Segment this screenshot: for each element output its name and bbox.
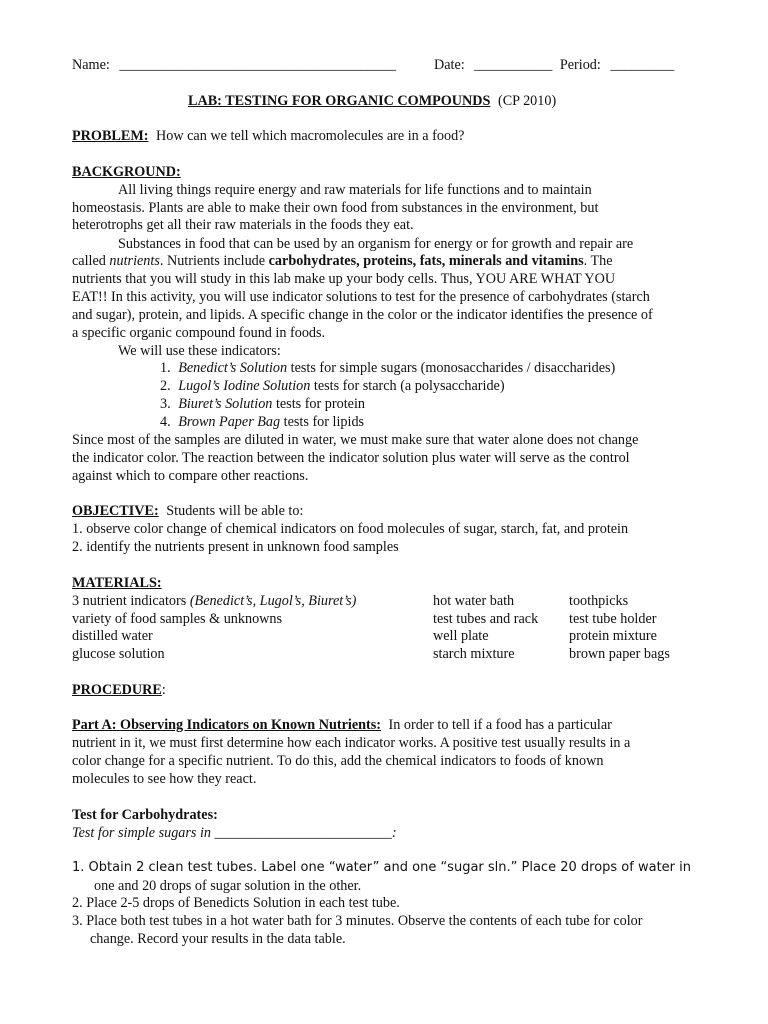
- item-number: 4.: [160, 414, 171, 430]
- objective-intro: Students will be able to:: [166, 503, 304, 519]
- part-a-line: [72, 716, 612, 734]
- title-suffix: (CP 2010): [497, 93, 557, 109]
- objective-item: 2. identify the nutrients present in unknown food samples: [72, 539, 399, 555]
- name-blank[interactable]: _______________________________________: [119, 57, 397, 73]
- material-item: toothpicks: [569, 593, 629, 609]
- date-blank[interactable]: ___________: [474, 57, 553, 73]
- part-a-text: In order to tell if a food has a particular: [388, 717, 612, 733]
- indicators-intro: We will use these indicators:: [118, 343, 281, 359]
- procedure-heading: [72, 681, 166, 699]
- text-fragment: called: [72, 253, 106, 269]
- nutrients-term: nutrients: [109, 253, 160, 269]
- material-item: variety of food samples & unknowns: [72, 611, 283, 627]
- carbs-heading: Test for Carbohydrates:: [72, 807, 218, 823]
- objective-label: OBJECTIVE:: [72, 503, 159, 519]
- material-item: test tube holder: [569, 611, 657, 627]
- materials-heading: MATERIALS:: [72, 575, 162, 591]
- indicator-item: [160, 413, 364, 431]
- material-item: [72, 592, 356, 610]
- background-p1-line: All living things require energy and raw materials for life functions and to maintain: [118, 182, 592, 198]
- indicator-name: Lugol’s Iodine Solution: [178, 378, 311, 394]
- indicator-item: [160, 395, 365, 413]
- material-note: (Benedict’s, Lugol’s, Biuret’s): [189, 593, 357, 609]
- background-p2-line: [72, 252, 613, 270]
- material-item: test tubes and rack: [433, 611, 539, 627]
- material-text: 3 nutrient indicators: [72, 593, 190, 609]
- item-number: 3.: [160, 396, 171, 412]
- indicator-name: Benedict’s Solution: [178, 360, 288, 376]
- indicator-item: [160, 377, 505, 395]
- indicator-item: [160, 359, 615, 377]
- background-heading: BACKGROUND:: [72, 164, 181, 180]
- header-line: [72, 56, 675, 74]
- background-p2-line: a specific organic compound found in foods.: [72, 325, 326, 341]
- carbs-step: one and 20 drops of sugar solution in the other.: [94, 878, 362, 894]
- material-item: glucose solution: [72, 646, 165, 662]
- material-item: protein mixture: [569, 628, 657, 644]
- name-label: Name:: [72, 57, 110, 73]
- control-line: the indicator color. The reaction between the indicator solution plus water will serve as the control: [72, 450, 630, 466]
- control-line: Since most of the samples are diluted in water, we must make sure that water alone does not change: [72, 432, 639, 448]
- text-fragment: . The: [583, 253, 613, 269]
- problem-label: PROBLEM:: [72, 128, 149, 144]
- part-a-label: Part A: Observing Indicators on Known Nutrients:: [72, 717, 381, 733]
- period-label: Period:: [559, 57, 601, 73]
- problem-text: How can we tell which macromolecules are in a food?: [156, 128, 465, 144]
- title-main: LAB: TESTING FOR ORGANIC COMPOUNDS: [188, 93, 491, 109]
- problem-line: [72, 127, 464, 145]
- indicator-desc: tests for protein: [275, 396, 365, 412]
- background-p2-line: and sugar), protein, and lipids. A specific change in the color or the indicator identifies the presence of: [72, 307, 653, 323]
- period-blank[interactable]: _________: [610, 57, 675, 73]
- material-item: distilled water: [72, 628, 153, 644]
- background-p2-line: EAT!! In this activity, you will use indicator solutions to test for the presence of carbohydrates (starch: [72, 289, 650, 305]
- item-number: 2.: [160, 378, 171, 394]
- indicator-desc: tests for simple sugars (monosaccharides / disaccharides): [290, 360, 616, 376]
- part-a-line: nutrient in it, we must first determine how each indicator works. A positive test usually results in a: [72, 735, 631, 751]
- material-item: well plate: [433, 628, 489, 644]
- carbs-step: change. Record your results in the data table.: [90, 931, 346, 947]
- carbs-step: 2. Place 2-5 drops of Benedicts Solution in each test tube.: [72, 895, 400, 911]
- indicator-name: Brown Paper Bag: [178, 414, 281, 430]
- page-title: [188, 92, 556, 110]
- procedure-label: PROCEDURE: [72, 682, 162, 698]
- part-a-line: color change for a specific nutrient. To do this, add the chemical indicators to foods of known: [72, 753, 604, 769]
- material-item: hot water bath: [433, 593, 515, 609]
- text-fragment: . Nutrients include: [159, 253, 266, 269]
- objective-item: 1. observe color change of chemical indicators on food molecules of sugar, starch, fat, and protein: [72, 521, 629, 537]
- background-p2-line: Substances in food that can be used by an organism for energy or for growth and repair are: [118, 236, 634, 252]
- nutrient-list: carbohydrates, proteins, fats, minerals and vitamins: [268, 253, 584, 269]
- date-label: Date:: [434, 57, 465, 73]
- material-item: brown paper bags: [569, 646, 670, 662]
- indicator-desc: tests for lipids: [283, 414, 365, 430]
- background-p1-line: homeostasis. Plants are able to make their own food from substances in the environment, but: [72, 200, 599, 216]
- carbs-step: 3. Place both test tubes in a hot water bath for 3 minutes. Observe the contents of each tube for color: [72, 913, 643, 929]
- indicator-desc: tests for starch (a polysaccharide): [313, 378, 505, 394]
- procedure-colon: :: [161, 682, 166, 698]
- background-p2-line: nutrients that you will study in this lab make up your body cells. Thus, YOU ARE WHAT YOU: [72, 271, 616, 287]
- objective-line: [72, 502, 303, 520]
- carbs-step: 1. Obtain 2 clean test tubes. Label one “water” and one “sugar sln.” Place 20 drops of water in: [72, 860, 691, 875]
- control-line: against which to compare other reactions.: [72, 468, 309, 484]
- carbs-subheading[interactable]: Test for simple sugars in _________________________:: [72, 825, 397, 841]
- part-a-line: molecules to see how they react.: [72, 771, 257, 787]
- material-item: starch mixture: [433, 646, 515, 662]
- item-number: 1.: [160, 360, 171, 376]
- indicator-name: Biuret’s Solution: [178, 396, 273, 412]
- background-p1-line: heterotrophs get all their raw materials in the foods they eat.: [72, 217, 414, 233]
